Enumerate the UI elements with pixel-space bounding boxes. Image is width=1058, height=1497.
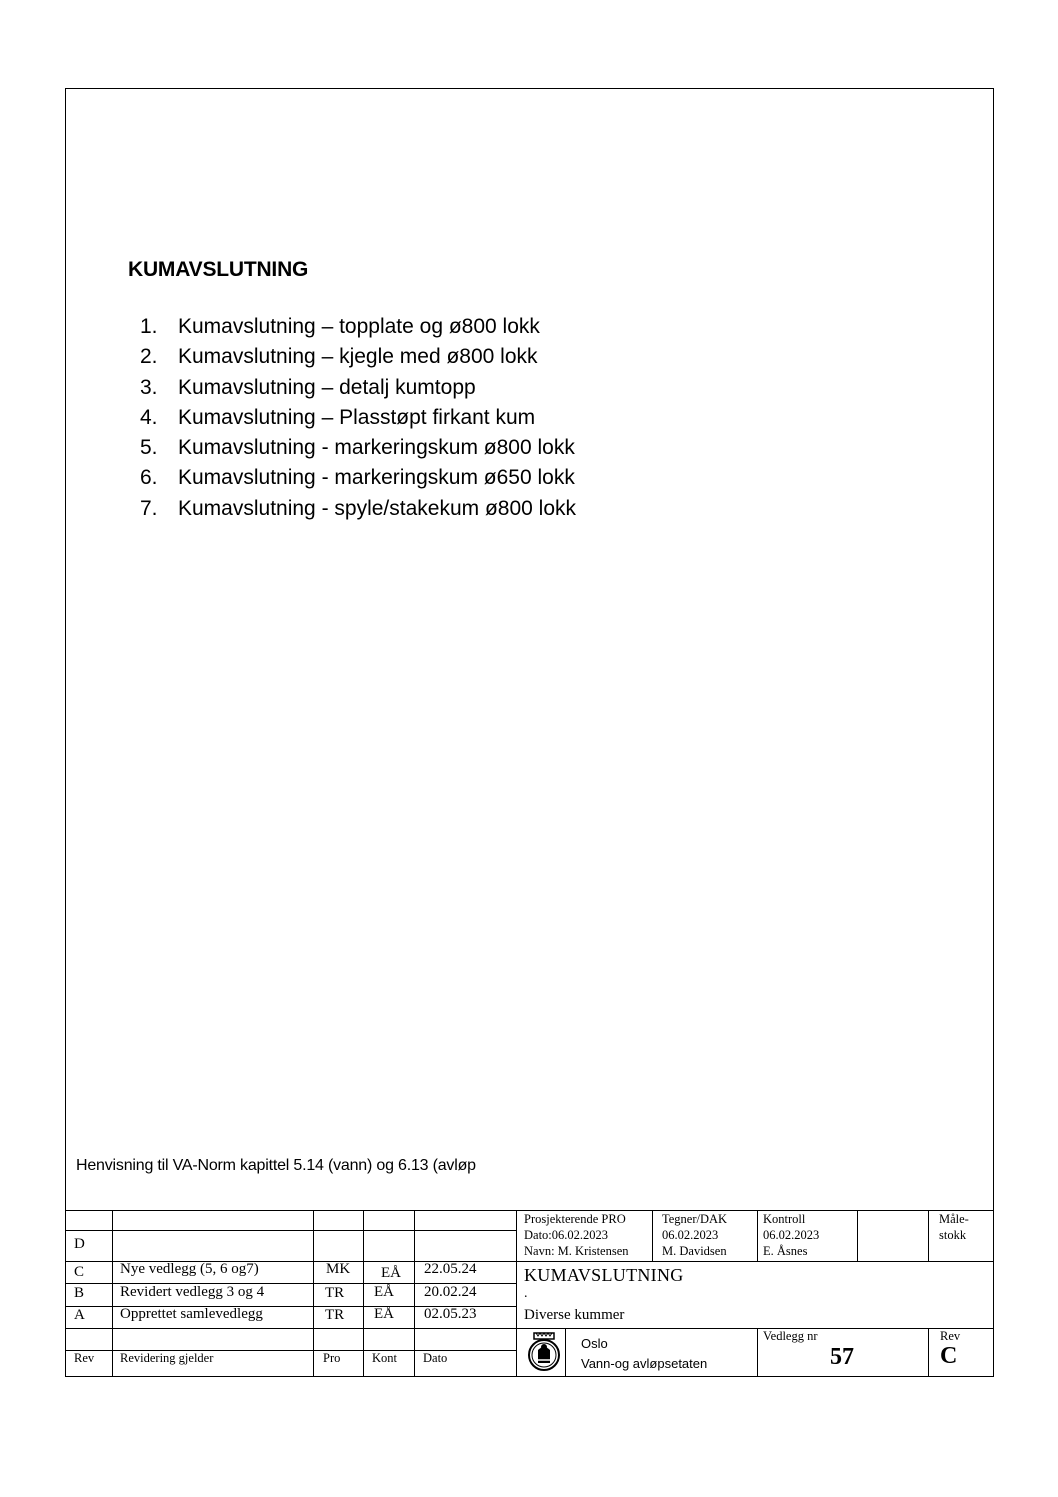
list-item: 2. Kumavslutning – kjegle med ø800 lokk xyxy=(140,345,538,369)
rev-description: Revidert vedlegg 3 og 4 xyxy=(120,1284,265,1300)
list-item: 5. Kumavslutning - markeringskum ø800 lokk xyxy=(140,436,575,460)
rev-pro: TR xyxy=(325,1307,345,1323)
title-dot: . xyxy=(524,1286,528,1301)
org-name: Vann-og avløpsetaten xyxy=(581,1356,708,1371)
rev-code: B xyxy=(74,1285,85,1301)
rev-kont: EÅ xyxy=(374,1284,394,1300)
header-rev: Rev xyxy=(74,1351,95,1365)
list-item: 6. Kumavslutning - markeringskum ø650 lokk xyxy=(140,466,575,490)
vedlegg-number: 57 xyxy=(830,1344,854,1370)
kontroll-name: E. Åsnes xyxy=(763,1244,808,1258)
header-kont: Kont xyxy=(372,1351,397,1365)
rev-code: D xyxy=(74,1236,85,1252)
rev-kont: EÅ xyxy=(381,1265,401,1281)
norm-reference: Henvisning til VA-Norm kapittel 5.14 (vann) og 6.13 (avløp xyxy=(76,1157,476,1174)
rev-code: C xyxy=(74,1264,85,1280)
rev-description: Nye vedlegg (5, 6 og7) xyxy=(120,1261,259,1277)
rev-label: Rev xyxy=(940,1329,961,1343)
malestokk-label-2: stokk xyxy=(939,1228,967,1242)
list-item: 3. Kumavslutning – detalj kumtopp xyxy=(140,375,476,399)
item-list xyxy=(140,312,576,524)
org-city: Oslo xyxy=(581,1336,608,1351)
tegner-label: Tegner/DAK xyxy=(662,1212,728,1226)
rev-kont: EÅ xyxy=(374,1306,394,1322)
prosjekterende-label: Prosjekterende PRO xyxy=(524,1212,626,1226)
header-dato: Dato xyxy=(423,1351,448,1365)
drawing-title: KUMAVSLUTNING xyxy=(524,1265,684,1285)
malestokk-label: Måle- xyxy=(939,1212,969,1226)
kontroll-label: Kontroll xyxy=(763,1212,806,1226)
rev-pro: TR xyxy=(325,1285,345,1301)
rev-value: C xyxy=(940,1343,958,1369)
kontroll-date: 06.02.2023 xyxy=(763,1228,820,1242)
header-pro: Pro xyxy=(323,1351,341,1365)
rev-dato: 02.05.23 xyxy=(424,1306,477,1322)
header-desc: Revidering gjelder xyxy=(120,1351,214,1365)
rev-pro: MK xyxy=(326,1261,351,1277)
list-item: 1. Kumavslutning – topplate og ø800 lokk xyxy=(140,315,540,338)
rev-description: Opprettet samlevedlegg xyxy=(120,1306,263,1322)
tegner-date: 06.02.2023 xyxy=(662,1228,719,1242)
list-item: 4. Kumavslutning – Plasstøpt firkant kum xyxy=(140,405,536,429)
title-block xyxy=(65,1210,994,1377)
vedlegg-label: Vedlegg nr xyxy=(763,1329,818,1343)
prosjekterende-name: Navn: M. Kristensen xyxy=(524,1244,629,1258)
rev-code: A xyxy=(74,1307,85,1323)
oslo-seal-icon xyxy=(526,1332,562,1372)
rev-dato: 22.05.24 xyxy=(424,1261,477,1277)
document-heading: KUMAVSLUTNING xyxy=(128,258,309,281)
list-item: 7. Kumavslutning - spyle/stakekum ø800 lokk xyxy=(140,496,577,520)
prosjekterende-date: Dato:06.02.2023 xyxy=(524,1228,609,1242)
tegner-name: M. Davidsen xyxy=(662,1244,727,1258)
rev-dato: 20.02.24 xyxy=(424,1284,477,1300)
drawing-subtitle: Diverse kummer xyxy=(524,1307,625,1323)
